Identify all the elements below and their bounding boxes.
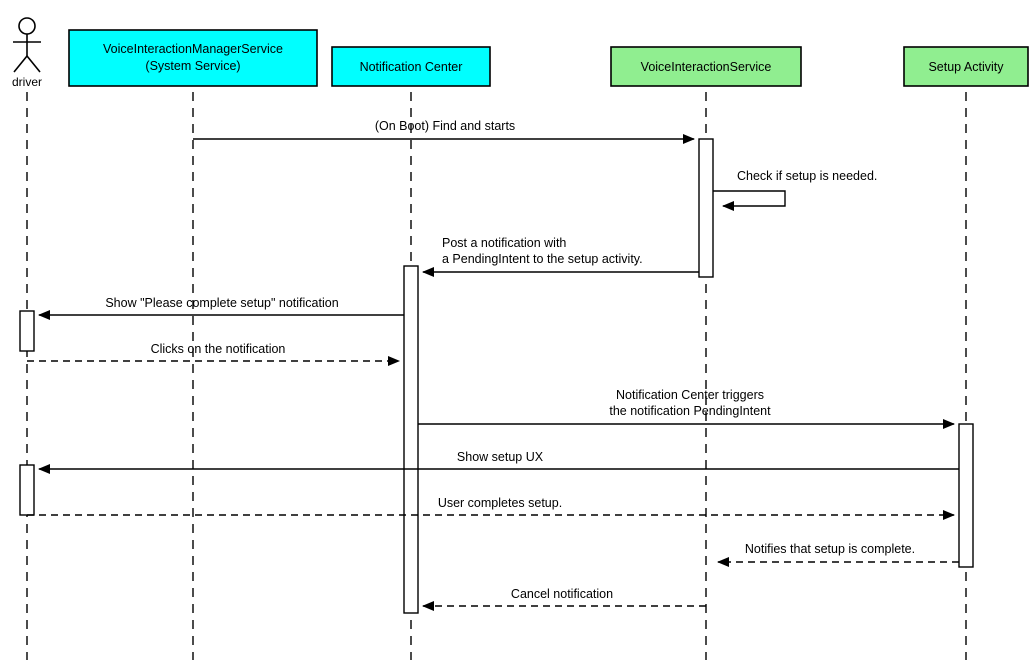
message-label-line1: Notification Center triggers (616, 388, 764, 402)
message-label: Show setup UX (456, 450, 544, 464)
participant-box-setup-activity-label: Setup Activity (928, 60, 1004, 74)
activation-bar-notification-center (404, 266, 418, 613)
actor-driver (12, 18, 42, 89)
participant-box-notification-center[interactable] (332, 47, 490, 86)
message-post-a-notification (423, 236, 699, 272)
message-label: (On Boot) Find and starts (374, 119, 516, 133)
activation-bar-setup-activity (959, 424, 973, 567)
message-label: User completes setup. (437, 496, 563, 510)
message-label-line2: a PendingIntent to the setup activity. (442, 252, 643, 266)
participant-box-notification-center-label: Notification Center (359, 60, 463, 74)
participant-box-vims-label-line1: VoiceInteractionManagerService (103, 42, 283, 56)
message-show-setup-ux (39, 450, 959, 469)
message-label-line2: the notification PendingIntent (609, 404, 771, 418)
message-label-line1: Post a notification with (442, 236, 567, 250)
participant-box-vims[interactable] (69, 30, 317, 86)
message-label: Notifies that setup is complete. (744, 542, 916, 556)
message-notifies-that-setup-is-complete (718, 542, 959, 562)
activation-bar-driver-1 (20, 311, 34, 351)
participant-box-voiceinteractionservice[interactable] (611, 47, 801, 86)
message-show-please-complete-setup-notification (39, 296, 404, 315)
message-label: Show "Please complete setup" notification (105, 296, 339, 310)
actor-driver-label: driver (11, 75, 43, 89)
message-user-completes-setup (27, 496, 954, 515)
message-label: Check if setup is needed. (737, 169, 878, 183)
message-clicks-on-the-notification (27, 342, 399, 361)
participant-box-setup-activity[interactable] (904, 47, 1028, 86)
message-check-if-setup-is-needed (713, 169, 877, 206)
message-notification-center-triggers-pendingintent (418, 388, 954, 424)
activation-bar-driver-2 (20, 465, 34, 515)
participant-box-vims-label-line2: (System Service) (145, 59, 241, 73)
activation-bar-voiceinteractionservice (699, 139, 713, 277)
participant-box-voiceinteractionservice-label: VoiceInteractionService (640, 60, 772, 74)
message-label: Cancel notification (510, 587, 614, 601)
message-label: Clicks on the notification (150, 342, 286, 356)
message-on-boot-find-and-starts (193, 119, 694, 139)
message-cancel-notification (423, 587, 706, 606)
